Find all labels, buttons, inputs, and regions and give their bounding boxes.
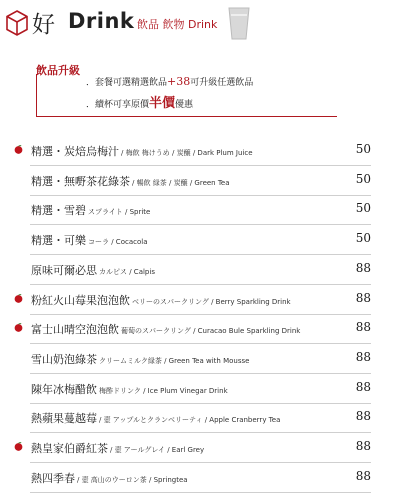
menu-item-name	[31, 262, 155, 278]
menu-item-title: 粉紅火山莓果泡泡飲	[31, 293, 130, 307]
menu-item-description: / 壺 高山のウーロン茶 / Springtea	[77, 475, 188, 484]
menu-item-price: 50	[355, 142, 371, 156]
upgrade-notice	[36, 66, 336, 116]
upgrade-line-2-highlight: 半價	[149, 96, 176, 111]
menu-item-price: 88	[355, 349, 371, 364]
menu-item-description: 葡萄のスパークリング / Curacao Bule Sparkling Drink	[121, 327, 301, 336]
menu-item-title: 熱皇家伯爵紅茶	[31, 442, 108, 455]
menu-item-title: 精選・雪碧	[31, 204, 86, 218]
recommend-dot-icon	[14, 145, 23, 154]
upgrade-line-2-post: 優惠	[175, 100, 194, 110]
upgrade-title: 飲品升級	[36, 64, 80, 77]
menu-item-name	[31, 173, 230, 189]
menu-item-price: 88	[355, 379, 371, 394]
menu-item-row	[0, 463, 401, 493]
recommend-dot-icon	[14, 323, 23, 332]
menu-item-description: コーラ / Cocacola	[88, 238, 148, 247]
menu-item-name	[31, 321, 300, 337]
menu-item-name	[31, 202, 150, 218]
upgrade-line-1-highlight: +38	[167, 75, 191, 88]
menu-header	[0, 0, 401, 48]
section-subtitle: 飲品 飲物 Drink	[137, 18, 218, 31]
menu-item-name	[31, 143, 253, 159]
menu-item-description: クリームミルク緑茶 / Green Tea with Mousse	[99, 356, 250, 365]
menu-item-price: 88	[355, 290, 371, 305]
menu-item-name	[31, 381, 228, 397]
brand-chinese: 好	[32, 12, 55, 38]
menu-item-name	[31, 292, 291, 308]
menu-item-description: 梅酢ドリンク / Ice Plum Vinegar Drink	[99, 386, 228, 395]
menu-item-price: 88	[355, 260, 371, 275]
menu-item-title: 熱四季春	[31, 471, 75, 485]
menu-item-price: 50	[355, 201, 371, 216]
menu-item-name	[31, 410, 280, 426]
recommend-dot-icon	[14, 294, 23, 303]
upgrade-line-2	[86, 92, 193, 111]
menu-item-price: 88	[355, 468, 371, 483]
upgrade-line-1-pre: ．套餐可選精選飲品	[86, 78, 168, 88]
menu-item-description: カルピス / Calpis	[99, 267, 155, 276]
menu-item-title: 雪山奶泡綠茶	[31, 352, 97, 366]
menu-item-description: ベリーのスパークリング / Berry Sparkling Drink	[132, 297, 291, 306]
menu-item-title: 原味可爾必思	[31, 263, 97, 277]
menu-item-price: 88	[355, 439, 371, 453]
upgrade-line-2-pre: ．續杯可享原價	[86, 100, 150, 110]
menu-item-row	[0, 314, 401, 344]
menu-item-row	[0, 285, 401, 315]
menu-item-row	[0, 403, 401, 433]
menu-item-description: / 梅飲 梅けうめ / 炭醸 / Dark Plum Juice	[121, 149, 253, 157]
recommend-dot-icon	[14, 442, 23, 451]
menu-item-title: 陳年冰梅醋飲	[31, 382, 97, 396]
row-divider	[30, 492, 371, 493]
menu-item-price: 88	[355, 320, 371, 335]
menu-item-row	[0, 374, 401, 404]
menu-item-row	[0, 255, 401, 285]
menu-item-title: 精選・無嘢茶花綠茶	[31, 174, 130, 188]
upgrade-line-1	[86, 75, 253, 88]
menu-item-description: / 壺 アールグレイ / Earl Grey	[110, 446, 205, 454]
menu-item-price: 88	[355, 409, 371, 424]
menu-item-description: / 壺 アップルとクランベリーティ / Apple Cranberry Tea	[99, 416, 281, 425]
menu-item-title: 精選・可樂	[31, 234, 86, 248]
menu-item-row	[0, 136, 401, 166]
menu-item-description: スプライト / Sprite	[88, 208, 151, 217]
cup-icon	[227, 6, 251, 40]
menu-item-row	[0, 225, 401, 255]
menu-item-name	[31, 232, 147, 248]
menu-item-name	[31, 470, 188, 486]
brand-english: Drink	[68, 9, 135, 33]
menu-item-price: 50	[355, 231, 371, 246]
menu-item-name	[31, 440, 204, 456]
menu-item-title: 熱蘋果蔓越莓	[31, 412, 97, 426]
menu-item-row	[0, 433, 401, 463]
menu-item-row	[0, 166, 401, 196]
menu-item-title: 精選・炭焙烏梅汁	[31, 145, 119, 158]
menu-item-name	[31, 351, 249, 367]
upgrade-line-1-post: 可升級任選飲品	[190, 78, 254, 88]
menu-item-description: / 暢飲 緑茶 / 炭醸 / Green Tea	[132, 178, 230, 187]
menu-item-row	[0, 344, 401, 374]
menu-item-title: 富士山晴空泡泡飲	[31, 323, 119, 337]
menu-item-row	[0, 195, 401, 225]
cube-logo-icon	[6, 10, 28, 36]
menu-item-price: 50	[355, 171, 371, 186]
